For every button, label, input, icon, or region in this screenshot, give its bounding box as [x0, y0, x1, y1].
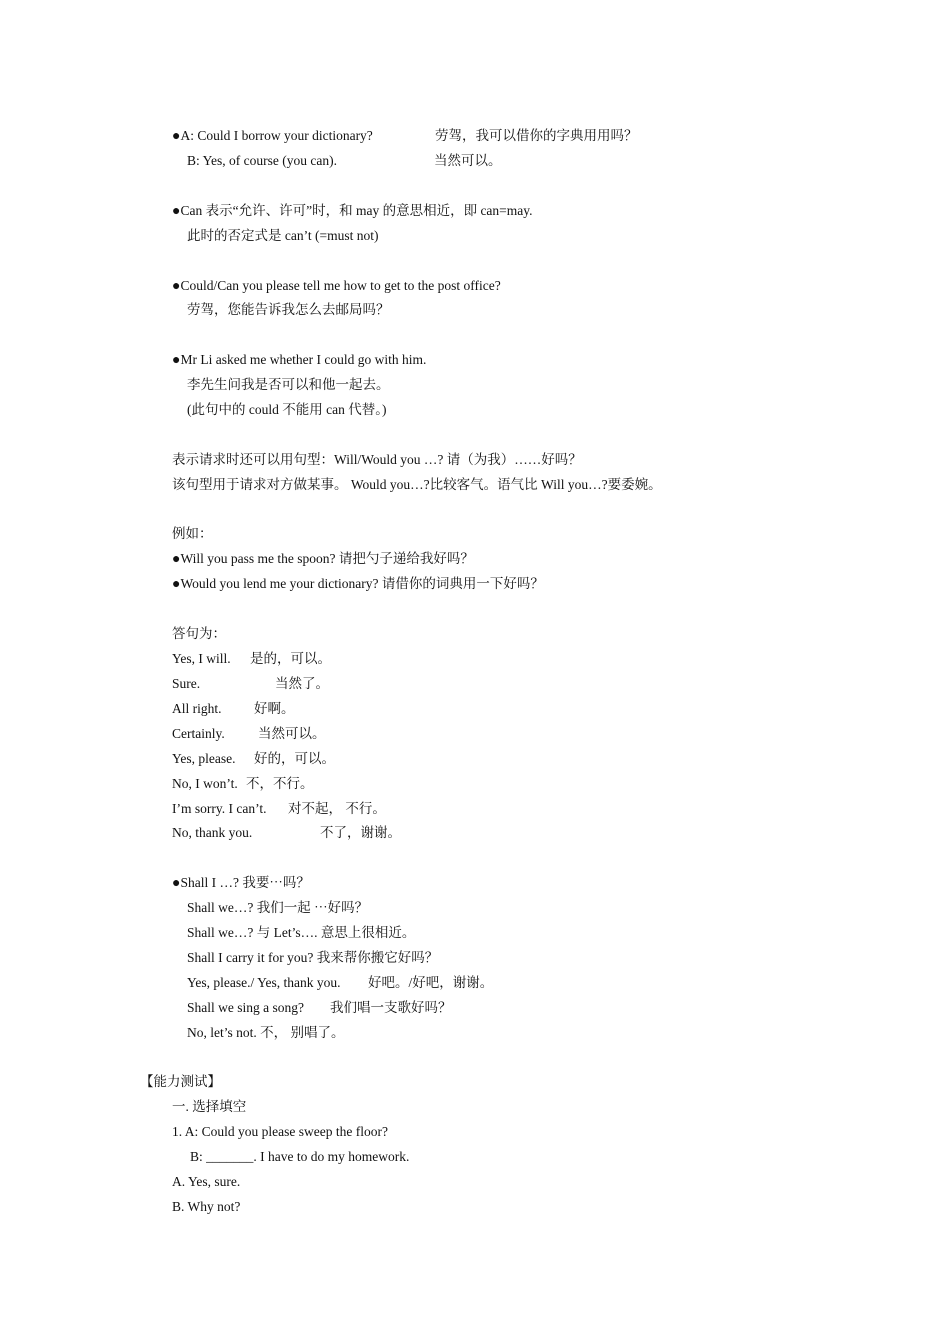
request-usage-text: 该句型用于请求对方做某事。 Would you…?比较客气。语气比 Will you…?要委婉。 [172, 477, 662, 492]
answer-en: Sure. [172, 676, 201, 691]
shall-line-6-english: Shall we sing a song? [187, 1000, 304, 1015]
answer-cn: 当然了。 [275, 676, 329, 691]
post-office-chinese: 劳驾，您能告诉我怎么去邮局吗？ [187, 302, 390, 317]
option-a: A. Yes, sure. [172, 1174, 241, 1189]
answer-cn: 不了，谢谢。 [320, 825, 401, 840]
shall-line-5-english: Yes, please./ Yes, thank you. [187, 975, 341, 990]
answer-en: I’m sorry. I can’t. [172, 801, 267, 816]
mr-li-line [172, 350, 426, 371]
shall-line-1 [172, 873, 310, 894]
answer-en: No, thank you. [172, 825, 253, 840]
question-1: 1. A: Could you please sweep the floor? [172, 1124, 388, 1139]
example-1-text: Will you pass me the spoon? 请把勺子递给我好吗？ [180, 551, 474, 566]
answer-en: All right. [172, 701, 222, 716]
answer-en: No, I won’t. [172, 776, 238, 791]
examples-heading: 例如： [172, 526, 213, 541]
answer-en: Yes, please. [172, 751, 236, 766]
can-rule-text: Can 表示“允许、许可”时，和 may 的意思相近，即 can=may. [180, 203, 533, 218]
dialog-b-chinese: 当然可以。 [434, 153, 502, 168]
example-line-1 [172, 549, 474, 570]
dialog-a-english: A: Could I borrow your dictionary? [180, 128, 373, 143]
mr-li-english: Mr Li asked me whether I could go with him. [180, 352, 427, 367]
ability-test-heading: 【能力测试】 [140, 1074, 221, 1089]
post-office-line [172, 276, 501, 297]
mr-li-note: (此句中的 could 不能用 can 代替。) [187, 402, 387, 417]
dialog-b-english: B: Yes, of course (you can). [187, 153, 337, 168]
shall-line-5-chinese: 好吧。/好吧，谢谢。 [368, 975, 494, 990]
answer-cn: 好啊。 [254, 701, 295, 716]
answer-cn: 对不起， 不行。 [288, 801, 386, 816]
question-1-response: B: _______. I have to do my homework. [190, 1149, 410, 1164]
section-title: 一. 选择填空 [172, 1099, 247, 1114]
shall-line-2: Shall we…? 我们一起 ⋯好吗？ [187, 900, 369, 915]
request-pattern-text: 表示请求时还可以用句型：Will/Would you …? 请（为我）……好吗？ [172, 452, 582, 467]
mr-li-chinese: 李先生问我是否可以和他一起去。 [187, 377, 390, 392]
example-2-text: Would you lend me your dictionary? 请借你的词典用一下好吗？ [180, 576, 544, 591]
answer-cn: 是的，可以。 [250, 651, 331, 666]
shall-line-4: Shall I carry it for you? 我来帮你搬它好吗？ [187, 950, 439, 965]
option-b: B. Why not? [172, 1199, 241, 1214]
shall-line-3: Shall we…? 与 Let’s…. 意思上很相近。 [187, 925, 416, 940]
can-rule-line [172, 201, 533, 222]
dialog-line-a [172, 126, 373, 147]
answer-en: Certainly. [172, 726, 225, 741]
dialog-a-chinese: 劳驾，我可以借你的字典用用吗？ [435, 128, 638, 143]
answers-heading: 答句为： [172, 626, 226, 641]
shall-1-text: Shall I …? 我要⋯吗？ [180, 875, 310, 890]
answer-cn: 当然可以。 [258, 726, 326, 741]
answer-cn: 不，不行。 [246, 776, 314, 791]
answer-en: Yes, I will. [172, 651, 231, 666]
shall-line-7: No, let’s not. 不， 别唱了。 [187, 1025, 345, 1040]
post-office-english: Could/Can you please tell me how to get to the post office? [180, 278, 501, 293]
example-line-2 [172, 574, 544, 595]
can-negative-text: 此时的否定式是 can’t (=must not) [187, 228, 379, 243]
shall-line-6-chinese: 我们唱一支歌好吗？ [330, 1000, 452, 1015]
answer-cn: 好的，可以。 [254, 751, 335, 766]
